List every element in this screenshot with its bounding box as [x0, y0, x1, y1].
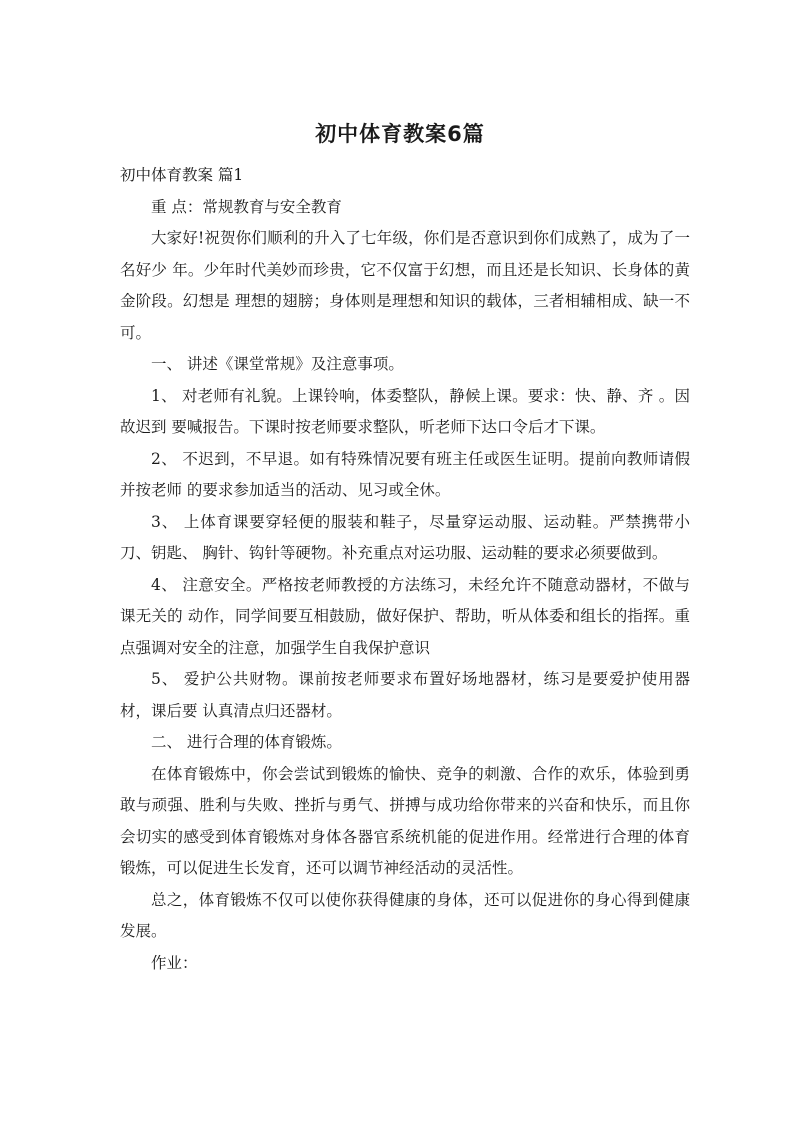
- paragraph-rule-4: 4、 注意安全。严格按老师教授的方法练习，未经允许不随意动器材，不做与课无关的 动作，同学间要互相鼓励，做好保护、帮助，听从体委和组长的指挥。重点强调对安全的注意，加强学生自我保护意识: [120, 575, 690, 657]
- paragraph-summary: 总之，体育锻炼不仅可以使你获得健康的身体，还可以促进你的身心得到健康发展。: [120, 890, 690, 940]
- paragraph-rule-3: 3、 上体育课要穿轻便的服装和鞋子，尽量穿运动服、运动鞋。严禁携带小刀、钥匙、 胸针、钩针等硬物。补充重点对运功服、运动鞋的要求必须要做到。: [120, 512, 690, 562]
- paragraph-greeting: 大家好!祝贺你们顺利的升入了七年级，你们是否意识到你们成熟了，成为了一名好少 年。少年时代美妙而珍贵，它不仅富于幻想，而且还是长知识、长身体的黄金阶段。幻想是 理想的翅膀；身体则是理想和知识的载体，三者相辅相成、缺一不可。: [120, 229, 690, 342]
- section-heading: 初中体育教案 篇1: [120, 166, 244, 184]
- paragraph-homework: 作业：: [151, 953, 198, 972]
- paragraph-focus: 重 点：常规教育与安全教育: [151, 197, 342, 216]
- paragraph-part-two-heading: 二、 进行合理的体育锻炼。: [151, 733, 342, 751]
- paragraph-rule-5: 5、 爱护公共财物。课前按老师要求布置好场地器材，练习是要爱护使用器材，课后要 认真清点归还器材。: [120, 670, 690, 720]
- document-body: [120, 160, 690, 979]
- paragraph-rule-1: 1、 对老师有礼貌。上课铃响，体委整队，静候上课。要求：快、静、齐 。因故迟到 要喊报告。下课时按老师要求整队，听老师下达口令后才下课。: [120, 386, 690, 436]
- paragraph-exercise-benefits: 在体育锻炼中，你会尝试到锻炼的愉快、竞争的刺激、合作的欢乐，体验到勇敢与顽强、胜利与失败、挫折与勇气、拼搏与成功给你带来的兴奋和快乐，而且你会切实的感受到体育锻炼对身体各器官系统机能的促进作用。经常进行合理的体育锻炼，可以促进生长发育，还可以调节神经活动的灵活性。: [120, 764, 690, 877]
- document-title: 初中体育教案6篇: [315, 122, 485, 146]
- paragraph-rule-2: 2、 不迟到，不早退。如有特殊情况要有班主任或医生证明。提前向教师请假并按老师 的要求参加适当的活动、见习或全休。: [120, 449, 690, 499]
- paragraph-part-one-heading: 一、 讲述《课堂常规》及注意事项。: [151, 355, 404, 373]
